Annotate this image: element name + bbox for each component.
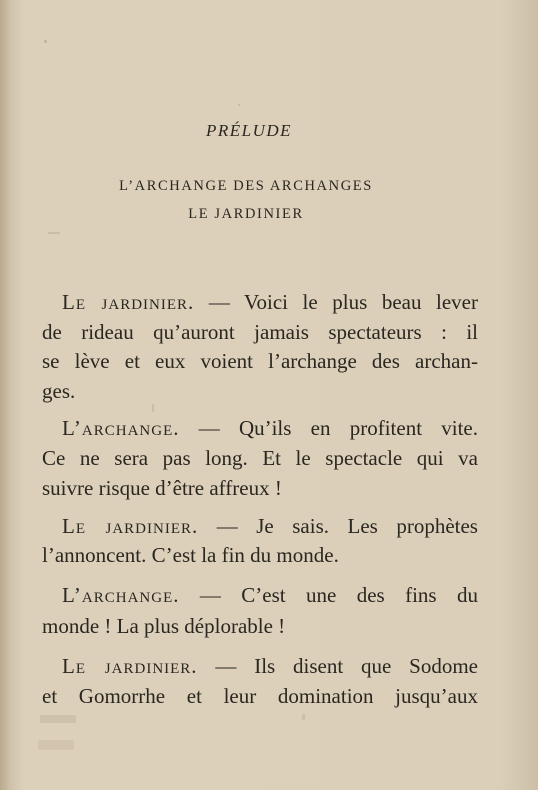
text-line bbox=[42, 545, 339, 566]
speaker-name: L’archange. bbox=[62, 416, 180, 440]
line-text: monde ! La plus déplorable ! bbox=[42, 614, 286, 638]
paper-speck bbox=[302, 714, 305, 720]
line-text: — Ils disent que Sodome bbox=[197, 654, 478, 678]
chapter-subtitle-line-1: L’ARCHANGE DES ARCHANGES bbox=[119, 178, 373, 194]
speaker-name: Le jardinier. bbox=[62, 290, 195, 314]
text-line bbox=[42, 478, 282, 499]
paper-speck bbox=[48, 232, 60, 234]
line-text: et Gomorrhe et leur domination jusqu’aux bbox=[42, 684, 478, 708]
speaker-name: Le jardinier. bbox=[62, 514, 199, 538]
line-text: suivre risque d’être affreux ! bbox=[42, 476, 282, 500]
line-text: de rideau qu’auront jamais spectateurs : il bbox=[42, 320, 478, 344]
text-line bbox=[42, 686, 478, 707]
line-text: Ce ne sera pas long. Et le spectacle qui va bbox=[42, 446, 478, 470]
text-line bbox=[42, 448, 478, 469]
line-text: — Je sais. Les prophètes bbox=[198, 514, 478, 538]
line-text: — Voici le plus beau lever bbox=[194, 290, 478, 314]
text-line bbox=[42, 322, 478, 343]
line-text: se lève et eux voient l’archange des archan- bbox=[42, 349, 478, 373]
line-text: ges. bbox=[42, 379, 76, 403]
text-line bbox=[42, 351, 478, 372]
text-line bbox=[62, 656, 478, 677]
text-line bbox=[42, 616, 285, 637]
paper-speck bbox=[40, 715, 76, 723]
speaker-name: Le jardinier. bbox=[62, 654, 198, 678]
chapter-title: PRÉLUDE bbox=[205, 121, 293, 140]
line-text: — C’est une des fins du bbox=[179, 583, 478, 607]
paper-speck bbox=[152, 404, 154, 412]
paper-speck bbox=[44, 40, 47, 43]
text-line bbox=[62, 292, 478, 313]
line-text: — Qu’ils en profitent vite. bbox=[179, 416, 478, 440]
line-text: l’annoncent. C’est la fin du monde. bbox=[42, 543, 339, 567]
paper-speck bbox=[38, 740, 74, 750]
text-line bbox=[42, 381, 75, 402]
speaker-name: L’archange. bbox=[62, 583, 180, 607]
text-line bbox=[62, 516, 478, 537]
text-line bbox=[62, 585, 478, 606]
text-line bbox=[62, 418, 478, 439]
paper-speck bbox=[238, 104, 240, 106]
chapter-subtitle-line-2: LE JARDINIER bbox=[188, 206, 304, 222]
